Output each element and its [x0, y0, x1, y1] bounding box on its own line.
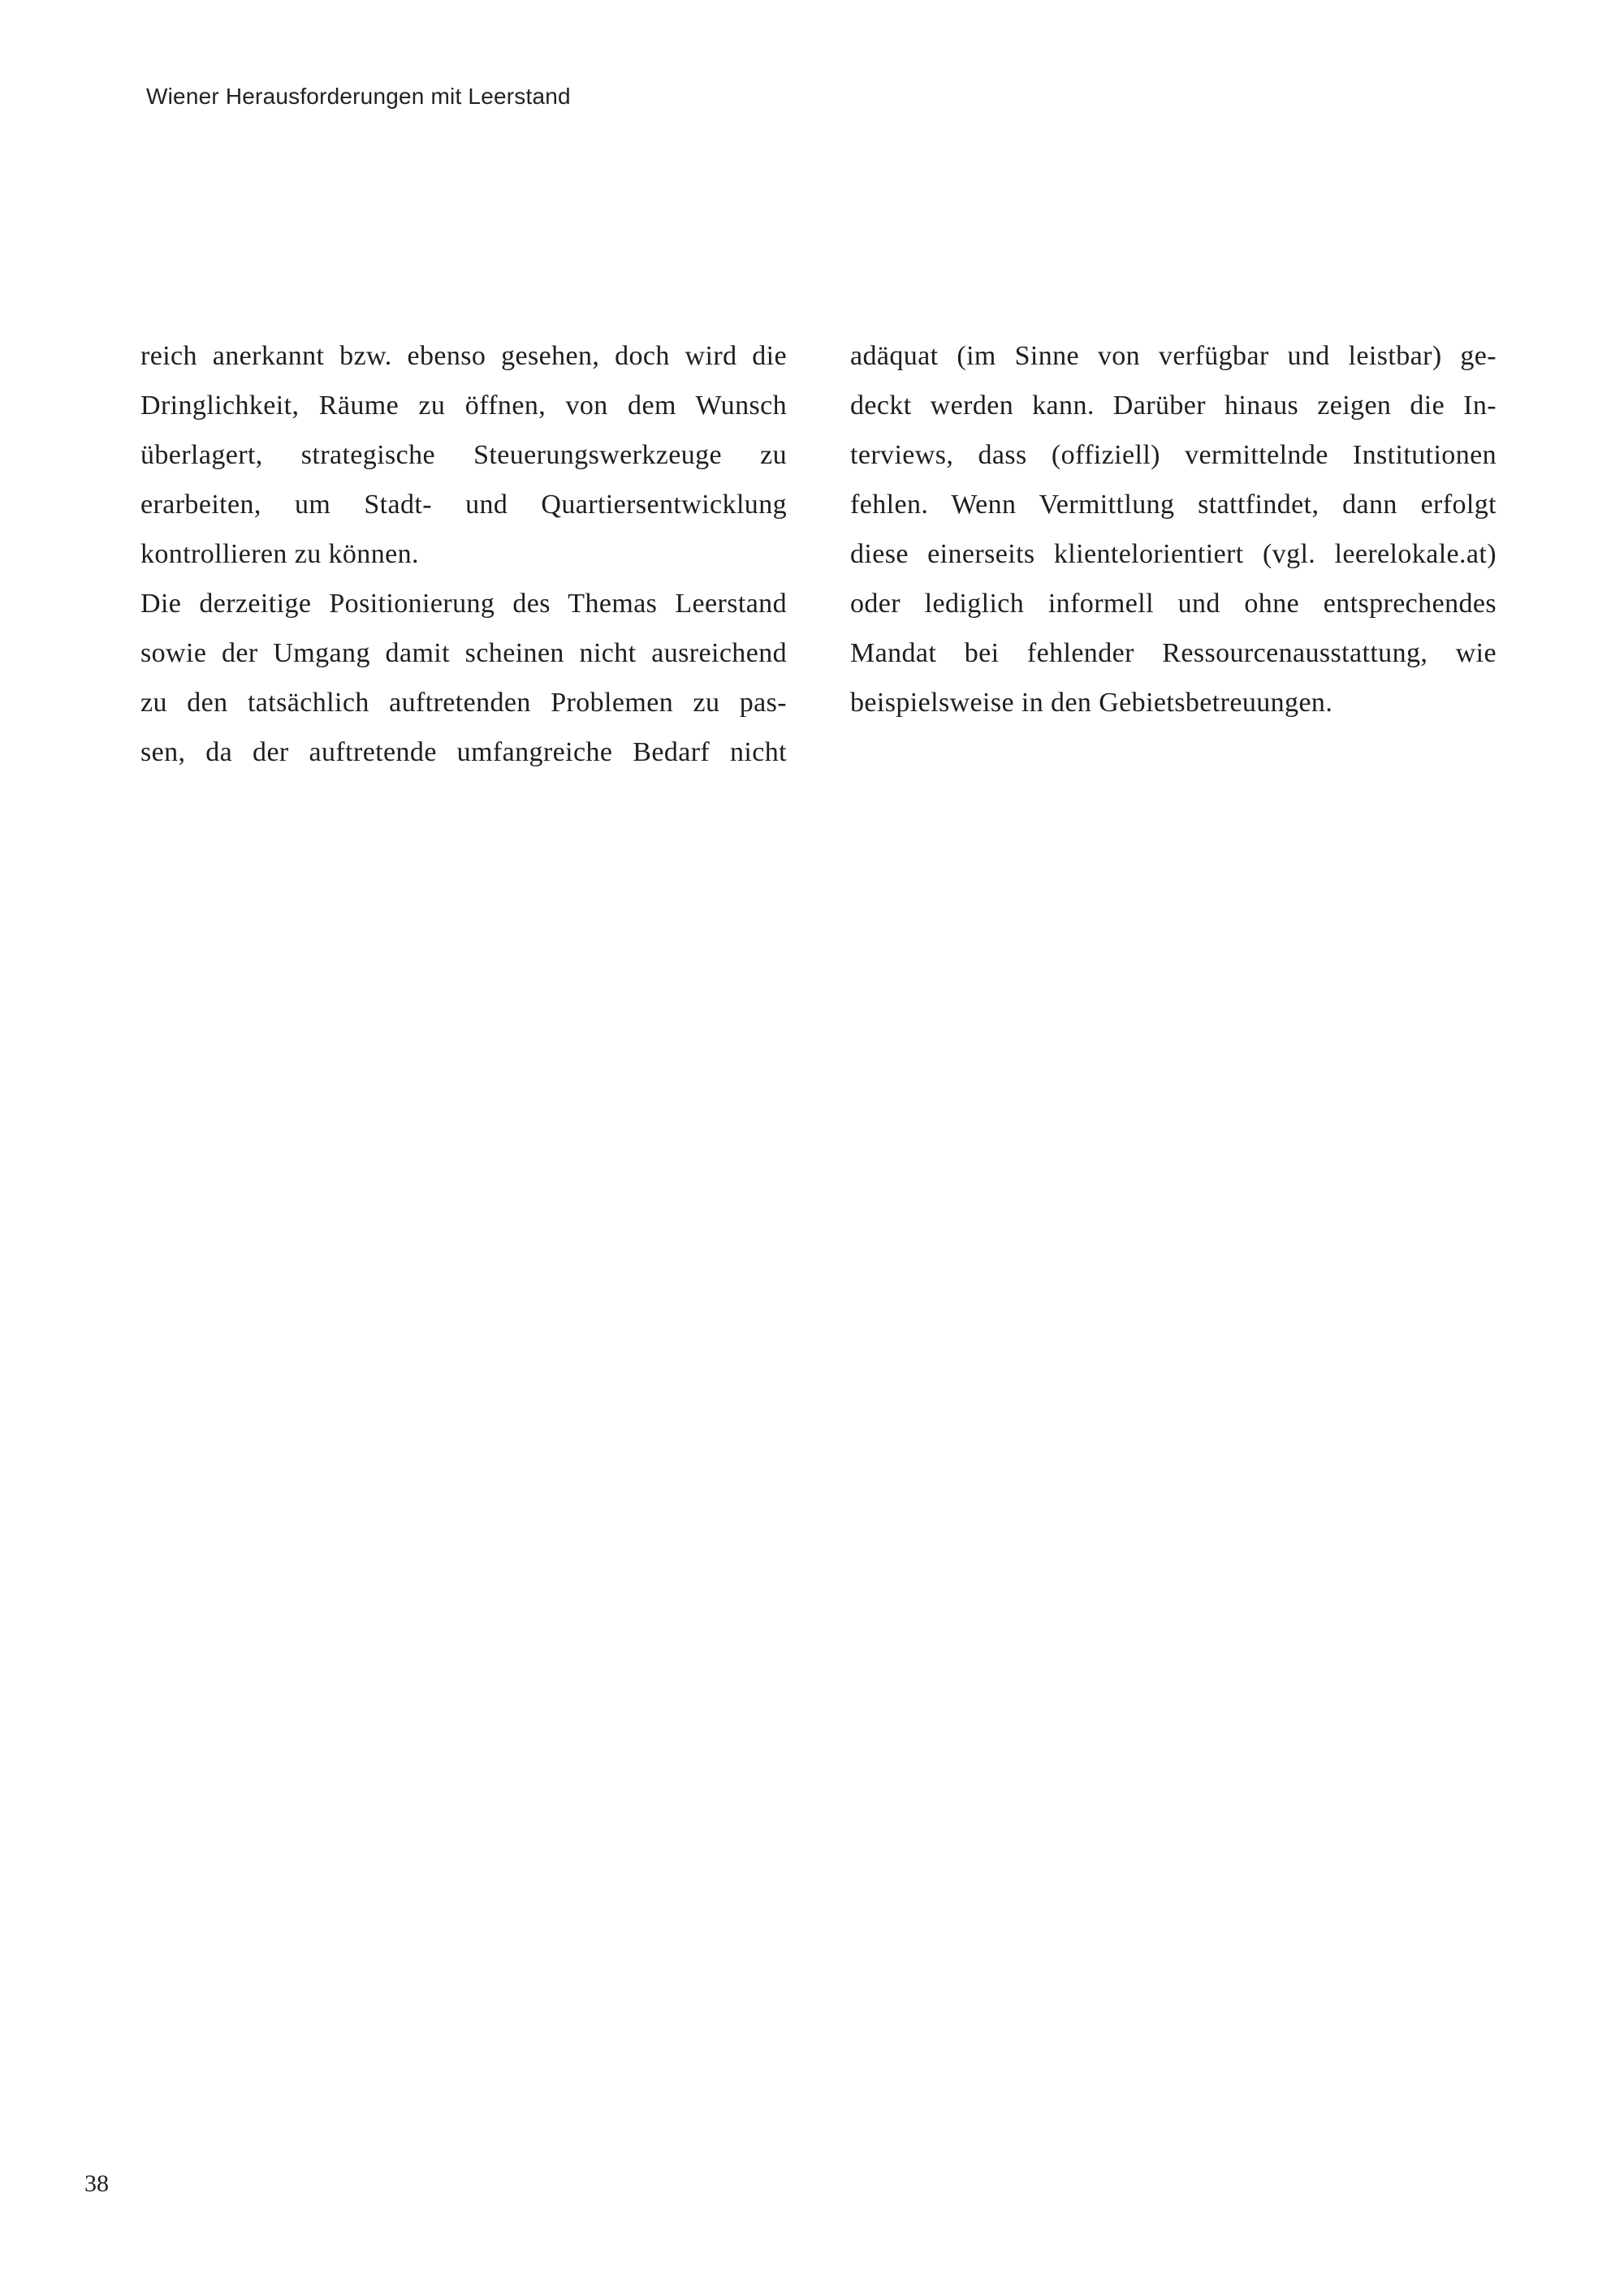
running-header: Wiener Herausforderungen mit Leerstand	[146, 84, 571, 109]
text-line: sowie der Umgang damit scheinen nicht ausreichend	[140, 638, 787, 668]
text-line: überlagert, strategische Steuerungswerkzeuge zu	[140, 440, 787, 470]
page-number: 38	[84, 2170, 109, 2197]
text-line: Die derzeitige Positionierung des Themas Leerstand	[140, 589, 787, 619]
text-line: reich anerkannt bzw. ebenso gesehen, doch wird die	[140, 341, 787, 371]
text-line: kontrollieren zu können.	[140, 539, 419, 569]
text-line: sen, da der auftretende umfangreiche Bedarf nicht	[140, 737, 787, 767]
text-line: deckt werden kann. Darüber hinaus zeigen die In-	[850, 391, 1497, 421]
body-text-left-column	[140, 331, 787, 777]
body-text-right-column	[850, 331, 1497, 727]
text-line: adäquat (im Sinne von verfügbar und leistbar) ge-	[850, 341, 1497, 371]
text-line: zu den tatsächlich auftretenden Problemen zu pas-	[140, 688, 787, 718]
text-line: Mandat bei fehlender Ressourcenausstattung, wie	[850, 638, 1497, 668]
text-line: terviews, dass (offiziell) vermittelnde Institutionen	[850, 440, 1497, 470]
text-line: beispielsweise in den Gebietsbetreuungen.	[850, 688, 1333, 718]
text-line: fehlen. Wenn Vermittlung stattfindet, dann erfolgt	[850, 490, 1497, 520]
text-line: diese einerseits klientelorientiert (vgl. leerelokale.at)	[850, 539, 1497, 569]
text-line: oder lediglich informell und ohne entsprechendes	[850, 589, 1497, 619]
text-line: erarbeiten, um Stadt- und Quartiersentwicklung	[140, 490, 787, 520]
text-line: Dringlichkeit, Räume zu öffnen, von dem Wunsch	[140, 391, 787, 421]
